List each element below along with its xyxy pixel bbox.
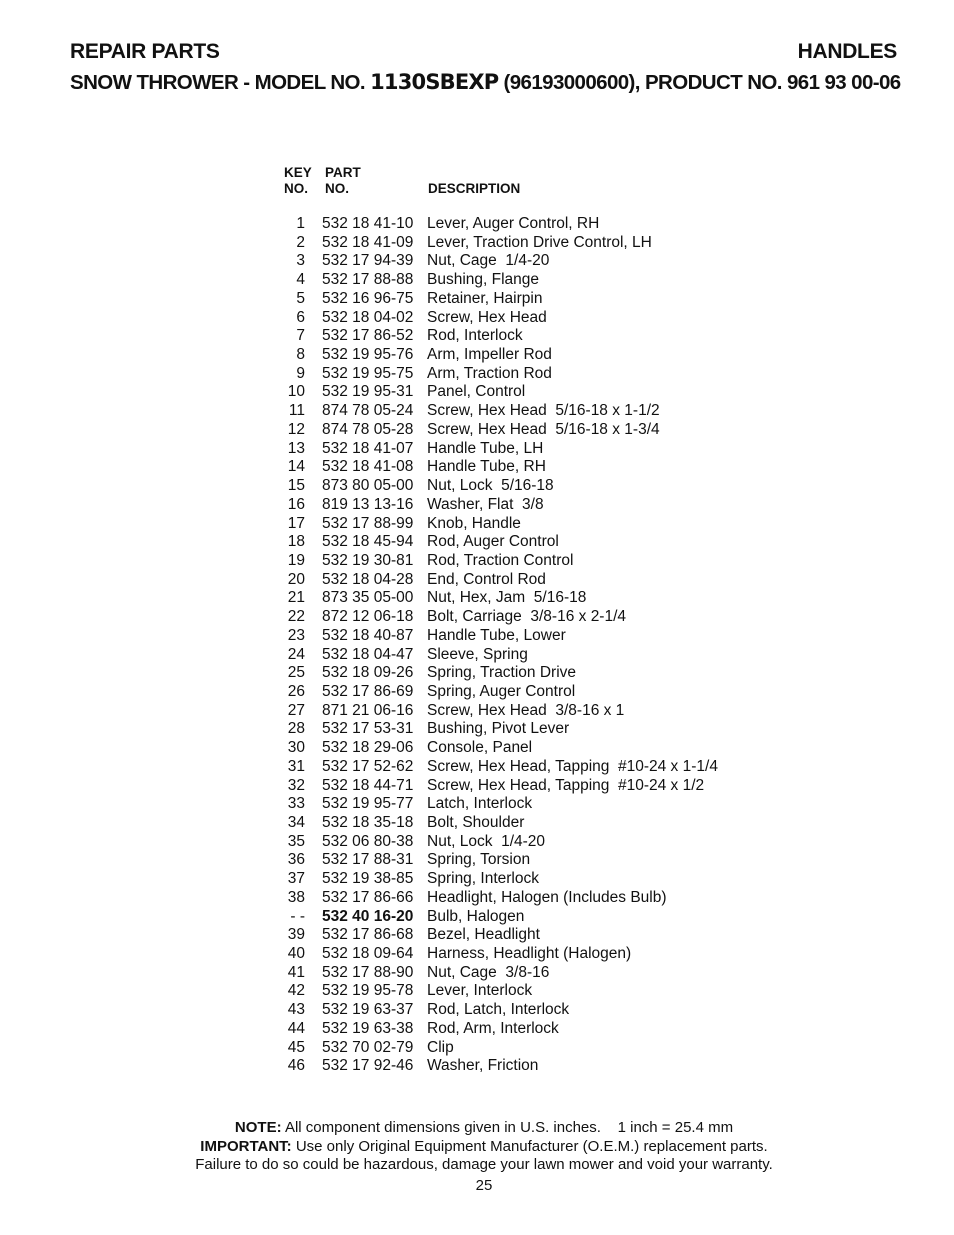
part-no: 532 17 88-90 bbox=[322, 963, 414, 981]
table-row bbox=[260, 646, 780, 665]
description: Washer, Flat 3/8 bbox=[427, 495, 544, 513]
part-no: 532 18 41-08 bbox=[322, 458, 414, 476]
key-no: 36 bbox=[287, 851, 305, 869]
table-row bbox=[260, 533, 780, 552]
part-no: 532 18 40-87 bbox=[322, 626, 414, 644]
table-row bbox=[260, 1001, 780, 1020]
key-no: 16 bbox=[287, 495, 305, 513]
description-header: DESCRIPTION bbox=[428, 181, 521, 196]
table-row bbox=[260, 402, 780, 421]
part-no: 532 17 88-88 bbox=[322, 271, 414, 289]
description: Harness, Headlight (Halogen) bbox=[427, 945, 632, 963]
table-row bbox=[260, 234, 780, 253]
key-no: 5 bbox=[296, 289, 305, 307]
note-text: All component dimensions given in U.S. inches. 1 inch = 25.4 mm bbox=[284, 1119, 734, 1136]
key-no: 15 bbox=[287, 477, 305, 495]
table-row bbox=[260, 945, 780, 964]
part-no: 532 18 04-28 bbox=[322, 570, 414, 588]
description: Headlight, Halogen (Includes Bulb) bbox=[427, 888, 667, 906]
table-row bbox=[260, 683, 780, 702]
part-no-header: PART NO. bbox=[325, 165, 361, 196]
description: Nut, Lock 1/4-20 bbox=[427, 832, 546, 850]
important-text: Use only Original Equipment Manufacturer (O.E.M.) replacement parts. bbox=[295, 1137, 768, 1155]
part-no: 532 17 88-31 bbox=[322, 851, 414, 869]
description: Nut, Hex, Jam 5/16-18 bbox=[427, 589, 587, 607]
table-row bbox=[260, 1057, 780, 1076]
table-row bbox=[260, 627, 780, 646]
table-row bbox=[260, 870, 780, 889]
table-row bbox=[260, 777, 780, 796]
parts-table-header bbox=[284, 165, 684, 201]
key-no: 9 bbox=[296, 364, 305, 382]
description: Sleeve, Spring bbox=[427, 645, 528, 663]
key-no: 37 bbox=[287, 870, 305, 888]
description: Bulb, Halogen bbox=[427, 907, 525, 925]
description: Handle Tube, Lower bbox=[427, 626, 566, 644]
table-row bbox=[260, 964, 780, 983]
table-row bbox=[260, 327, 780, 346]
part-no: 532 19 95-76 bbox=[322, 346, 414, 364]
part-no: 532 18 04-02 bbox=[322, 308, 414, 326]
section-title: REPAIR PARTS bbox=[70, 40, 220, 63]
description: Spring, Traction Drive bbox=[427, 664, 577, 682]
description: Clip bbox=[427, 1038, 454, 1056]
model-line-prefix: SNOW THROWER - MODEL NO. bbox=[70, 71, 365, 94]
table-row bbox=[260, 252, 780, 271]
model-line bbox=[70, 70, 901, 95]
part-no: 532 17 86-69 bbox=[322, 682, 414, 700]
part-no: 532 19 63-38 bbox=[322, 1019, 414, 1037]
part-no: 819 13 13-16 bbox=[322, 495, 414, 513]
parts-table bbox=[260, 215, 780, 1076]
part-no: 873 35 05-00 bbox=[322, 589, 414, 607]
table-row bbox=[260, 795, 780, 814]
description: Nut, Cage 1/4-20 bbox=[427, 252, 550, 270]
key-no: 21 bbox=[287, 589, 305, 607]
table-row bbox=[260, 515, 780, 534]
key-no: 44 bbox=[287, 1019, 305, 1037]
description: Retainer, Hairpin bbox=[427, 289, 543, 307]
key-no: 38 bbox=[287, 888, 305, 906]
part-no: 532 17 86-66 bbox=[322, 888, 414, 906]
description: Spring, Auger Control bbox=[427, 682, 576, 700]
description: Rod, Interlock bbox=[427, 327, 523, 345]
description: Rod, Auger Control bbox=[427, 533, 559, 551]
table-row bbox=[260, 1020, 780, 1039]
description: Screw, Hex Head 5/16-18 x 1-1/2 bbox=[427, 402, 660, 420]
part-no: 532 17 52-62 bbox=[322, 757, 414, 775]
table-row bbox=[260, 477, 780, 496]
warning-line: Failure to do so could be hazardous, damage your lawn mower and void your warranty. bbox=[195, 1156, 773, 1173]
description: Lever, Interlock bbox=[427, 982, 533, 1000]
table-row bbox=[260, 365, 780, 384]
part-no: 873 80 05-00 bbox=[322, 477, 414, 495]
part-no: 532 17 86-52 bbox=[322, 327, 414, 345]
key-no: 32 bbox=[287, 776, 305, 794]
note-line bbox=[0, 1119, 954, 1138]
table-row bbox=[260, 440, 780, 459]
key-no: 35 bbox=[287, 832, 305, 850]
key-no: 46 bbox=[287, 1057, 305, 1075]
table-row bbox=[260, 309, 780, 328]
description: Bolt, Carriage 3/8-16 x 2-1/4 bbox=[427, 608, 627, 626]
key-no: 10 bbox=[287, 383, 305, 401]
key-no: 7 bbox=[296, 327, 305, 345]
part-no: 532 17 92-46 bbox=[322, 1057, 414, 1075]
description: Spring, Interlock bbox=[427, 870, 539, 888]
key-no: 31 bbox=[287, 757, 305, 775]
description: Bolt, Shoulder bbox=[427, 814, 525, 831]
page-number: 25 bbox=[475, 1177, 493, 1194]
table-row bbox=[260, 851, 780, 870]
table-row bbox=[260, 720, 780, 739]
part-no: 532 19 30-81 bbox=[322, 551, 414, 569]
key-no: 4 bbox=[296, 271, 305, 289]
table-row bbox=[260, 1039, 780, 1058]
key-no: 3 bbox=[296, 252, 305, 270]
description: Console, Panel bbox=[427, 739, 533, 757]
table-row bbox=[260, 571, 780, 590]
part-no: 532 18 45-94 bbox=[322, 533, 414, 551]
key-no: - - bbox=[290, 907, 305, 925]
description: Screw, Hex Head 5/16-18 x 1-3/4 bbox=[427, 420, 660, 438]
table-row bbox=[260, 982, 780, 1001]
key-no: 41 bbox=[287, 963, 305, 981]
key-no: 40 bbox=[287, 945, 305, 963]
key-no: 39 bbox=[287, 926, 305, 944]
notes-block bbox=[0, 1119, 954, 1175]
description: Arm, Impeller Rod bbox=[427, 346, 552, 364]
part-no: 532 19 63-37 bbox=[322, 1001, 414, 1019]
part-no: 532 19 95-31 bbox=[322, 383, 414, 401]
description: Panel, Control bbox=[427, 383, 526, 401]
key-no: 33 bbox=[287, 795, 305, 813]
key-no: 42 bbox=[287, 982, 305, 1000]
part-no: 532 17 94-39 bbox=[322, 252, 414, 270]
key-no: 25 bbox=[287, 664, 305, 682]
table-row bbox=[260, 496, 780, 515]
key-no: 27 bbox=[287, 701, 305, 719]
key-no: 45 bbox=[287, 1038, 305, 1056]
part-no: 532 17 53-31 bbox=[322, 720, 414, 738]
key-no: 6 bbox=[296, 308, 305, 326]
table-row bbox=[260, 383, 780, 402]
part-no: 532 18 41-10 bbox=[322, 215, 414, 232]
description: Screw, Hex Head, Tapping #10-24 x 1/2 bbox=[427, 776, 705, 794]
part-no: 532 19 95-77 bbox=[322, 795, 414, 813]
part-no: 532 18 04-47 bbox=[322, 645, 414, 663]
note-label: NOTE: bbox=[234, 1119, 282, 1136]
description: Bezel, Headlight bbox=[427, 926, 540, 944]
part-no: 532 18 44-71 bbox=[322, 776, 414, 794]
part-no: 532 40 16-20 bbox=[322, 907, 414, 925]
table-row bbox=[260, 758, 780, 777]
table-row bbox=[260, 889, 780, 908]
part-no: 532 18 41-09 bbox=[322, 233, 414, 251]
table-row bbox=[260, 664, 780, 683]
part-no: 532 70 02-79 bbox=[322, 1038, 414, 1056]
part-no: 532 18 09-64 bbox=[322, 945, 414, 963]
description: Screw, Hex Head bbox=[427, 308, 547, 326]
key-no: 22 bbox=[287, 608, 305, 626]
key-no: 1 bbox=[296, 215, 305, 232]
description: Screw, Hex Head, Tapping #10-24 x 1-1/4 bbox=[427, 757, 718, 775]
table-row bbox=[260, 608, 780, 627]
key-no: 19 bbox=[287, 551, 305, 569]
description: Handle Tube, LH bbox=[427, 439, 544, 457]
key-no: 26 bbox=[287, 682, 305, 700]
key-no: 24 bbox=[287, 645, 305, 663]
part-no: 532 16 96-75 bbox=[322, 289, 414, 307]
part-no: 874 78 05-28 bbox=[322, 420, 414, 438]
key-no-header: KEY NO. bbox=[284, 165, 312, 196]
key-no: 12 bbox=[287, 420, 305, 438]
part-no: 532 06 80-38 bbox=[322, 832, 414, 850]
table-row bbox=[260, 833, 780, 852]
part-no: 532 19 95-78 bbox=[322, 982, 414, 1000]
description: Rod, Latch, Interlock bbox=[427, 1001, 570, 1019]
description: Rod, Traction Control bbox=[427, 551, 574, 569]
key-no: 14 bbox=[287, 458, 305, 476]
description: Arm, Traction Rod bbox=[427, 364, 552, 382]
table-row bbox=[260, 589, 780, 608]
model-number: 1130SBEXP bbox=[370, 70, 499, 94]
model-line-suffix: (96193000600), PRODUCT NO. 961 93 00-06 bbox=[503, 71, 901, 94]
part-no: 532 17 88-99 bbox=[322, 514, 414, 532]
table-row bbox=[260, 702, 780, 721]
part-no: 532 17 86-68 bbox=[322, 926, 414, 944]
description: Nut, Cage 3/8-16 bbox=[427, 963, 550, 981]
part-no: 532 18 41-07 bbox=[322, 439, 414, 457]
part-no: 872 12 06-18 bbox=[322, 608, 414, 626]
description: Handle Tube, RH bbox=[427, 458, 546, 476]
table-row bbox=[260, 908, 780, 927]
part-no: 532 18 35-18 bbox=[322, 814, 414, 831]
part-no: 532 19 38-85 bbox=[322, 870, 414, 888]
key-no: 8 bbox=[296, 346, 305, 364]
key-no: 34 bbox=[287, 814, 305, 831]
key-no: 18 bbox=[287, 533, 305, 551]
key-no: 17 bbox=[287, 514, 305, 532]
description: Bushing, Flange bbox=[427, 271, 540, 289]
key-no: 30 bbox=[287, 739, 305, 757]
key-no: 11 bbox=[288, 402, 305, 420]
key-no: 13 bbox=[287, 439, 305, 457]
important-label: IMPORTANT: bbox=[200, 1137, 292, 1155]
part-no: 874 78 05-24 bbox=[322, 402, 414, 420]
description: End, Control Rod bbox=[427, 570, 546, 588]
key-no: 23 bbox=[287, 626, 305, 644]
description: Bushing, Pivot Lever bbox=[427, 720, 570, 738]
key-no: 20 bbox=[287, 570, 305, 588]
table-row bbox=[260, 926, 780, 945]
description: Lever, Traction Drive Control, LH bbox=[427, 233, 652, 251]
description: Lever, Auger Control, RH bbox=[427, 215, 600, 232]
description: Nut, Lock 5/16-18 bbox=[427, 477, 554, 495]
table-row bbox=[260, 552, 780, 571]
table-row bbox=[260, 458, 780, 477]
table-row bbox=[260, 421, 780, 440]
description: Knob, Handle bbox=[427, 514, 521, 532]
important-line bbox=[0, 1138, 954, 1157]
table-row bbox=[260, 814, 780, 833]
table-row bbox=[260, 739, 780, 758]
table-row bbox=[260, 290, 780, 309]
part-no: 871 21 06-16 bbox=[322, 701, 414, 719]
table-row bbox=[260, 271, 780, 290]
part-no: 532 18 09-26 bbox=[322, 664, 414, 682]
header-row bbox=[70, 40, 897, 64]
topic-title: HANDLES bbox=[797, 40, 897, 63]
description: Latch, Interlock bbox=[427, 795, 533, 813]
table-row bbox=[260, 346, 780, 365]
key-no: 43 bbox=[287, 1001, 305, 1019]
table-row bbox=[260, 215, 780, 234]
description: Spring, Torsion bbox=[427, 851, 531, 869]
part-no: 532 19 95-75 bbox=[322, 364, 414, 382]
description: Rod, Arm, Interlock bbox=[427, 1019, 559, 1037]
key-no: 2 bbox=[296, 233, 305, 251]
description: Washer, Friction bbox=[427, 1057, 539, 1075]
key-no: 28 bbox=[287, 720, 305, 738]
description: Screw, Hex Head 3/8-16 x 1 bbox=[427, 701, 625, 719]
part-no: 532 18 29-06 bbox=[322, 739, 414, 757]
